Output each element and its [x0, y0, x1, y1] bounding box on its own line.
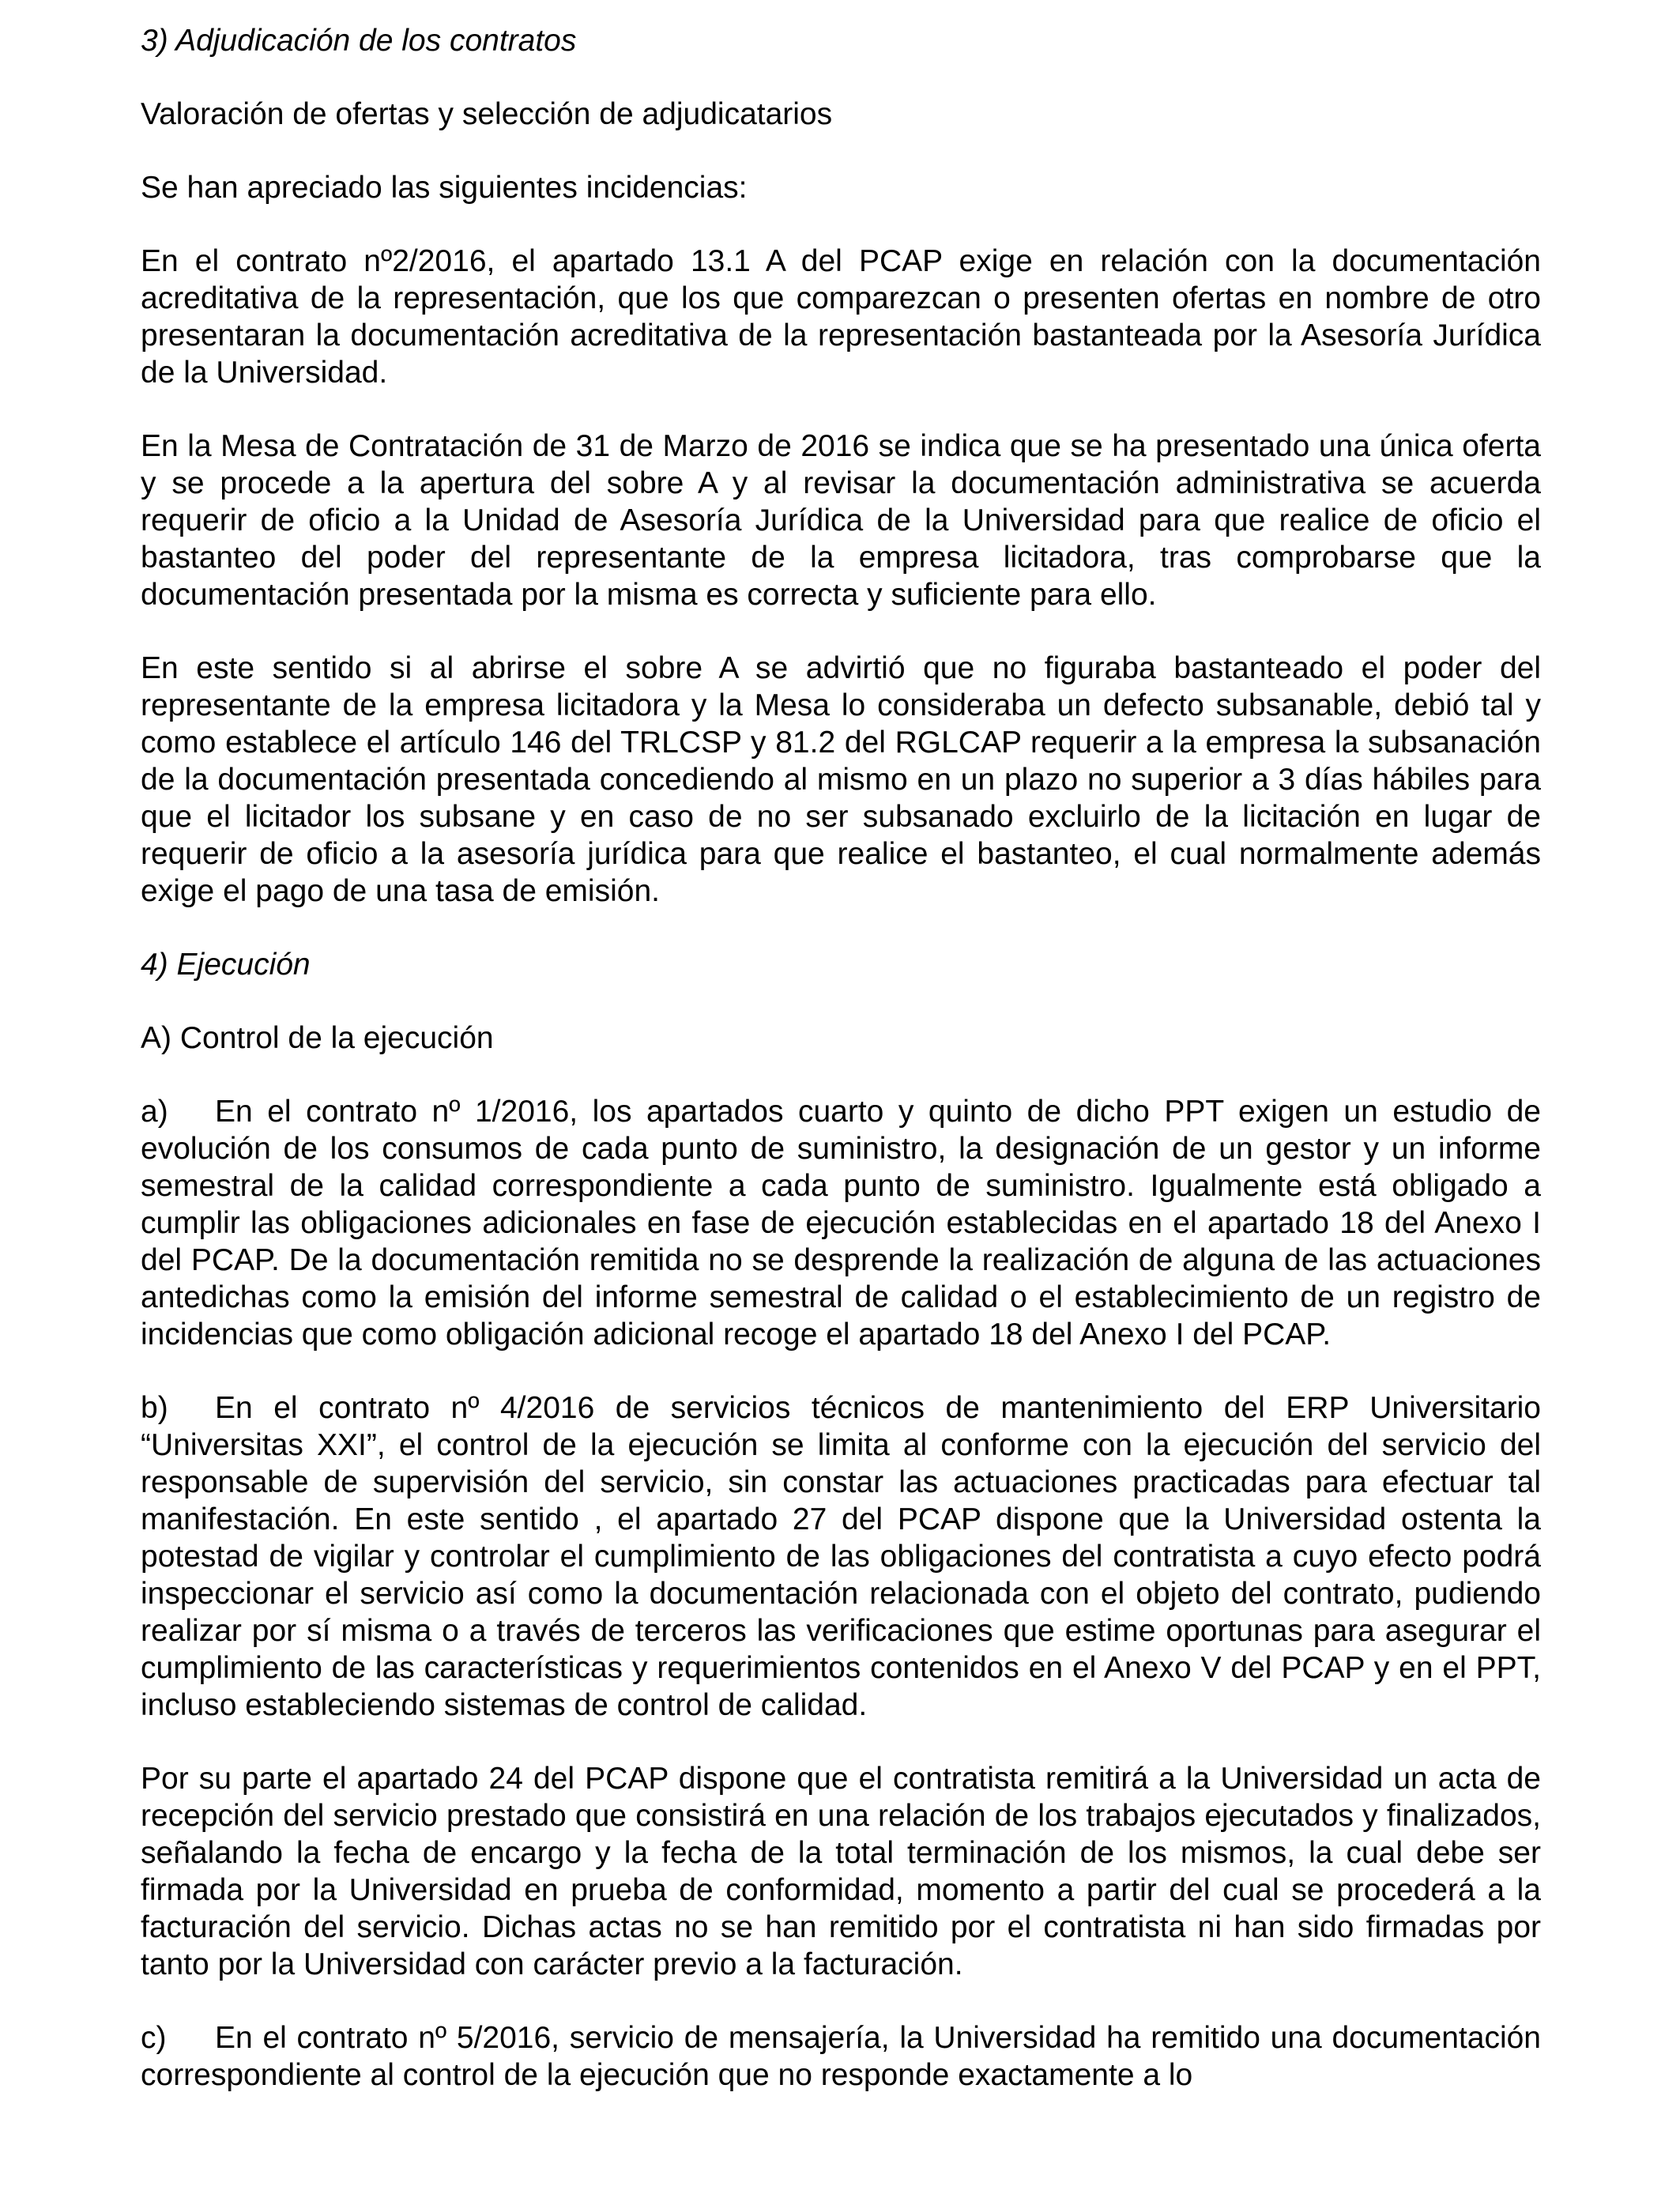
paragraph-contrato-2-2016: En el contrato nº2/2016, el apartado 13.1 A del PCAP exige en relación con la documentación acreditativa de la representación, que los que comparezcan o presenten ofertas en nombre de otro presentaran la documentación acreditativa de la representación bastanteada por la Asesoría Jurídica de la Universidad.: [141, 244, 1541, 390]
list-item-c-marker: c): [141, 2021, 167, 2055]
document-body: [141, 22, 1541, 2094]
section-3-heading: 3) Adjudicación de los contratos: [141, 24, 577, 58]
section-3-intro: Se han apreciado las siguientes incidencias:: [141, 171, 748, 205]
list-item-a: [141, 1093, 1541, 1353]
list-item-c: [141, 2019, 1541, 2094]
paragraph-acta-recepcion: Por su parte el apartado 24 del PCAP dispone que el contratista remitirá a la Universidad un acta de recepción del servicio prestado que consistirá en una relación de los trabajos ejecutados y finalizados, señalando la fecha de encargo y la fecha de la total terminación de los mismos, la cual debe ser firmada por la Universidad en prueba de conformidad, momento a partir del cual se procederá a la facturación del servicio. Dichas actas no se han remitido por el contratista ni han sido firmadas por tanto por la Universidad con carácter previo a la facturación.: [141, 1762, 1541, 1981]
paragraph-mesa-contratacion: En la Mesa de Contratación de 31 de Marzo de 2016 se indica que se ha presentado una única oferta y se procede a la apertura del sobre A y al revisar la documentación administrativa se acuerda requerir de oficio a la Unidad de Asesoría Jurídica de la Universidad para que realice de oficio el bastanteo del poder del representante de la empresa licitadora, tras comprobarse que la documentación presentada por la misma es correcta y suficiente para ello.: [141, 429, 1541, 612]
section-3-subheading: Valoración de ofertas y selección de adjudicatarios: [141, 97, 833, 131]
section-4-heading: 4) Ejecución: [141, 948, 311, 982]
list-item-b-text: En el contrato nº 4/2016 de servicios técnicos de mantenimiento del ERP Universitario “Universitas XXI”, el control de la ejecución se limita al conforme con la ejecución del servicio del responsable de supervisión del servicio, sin constar las actuaciones practicadas para efectuar tal manifestación. En este sentido , el apartado 27 del PCAP dispone que la Universidad ostenta la potestad de vigilar y controlar el cumplimiento de las obligaciones del contratista a cuyo efecto podrá inspeccionar el servicio así como la documentación relacionada con el objeto del contrato, pudiendo realizar por sí misma o a través de terceros las verificaciones que estime oportunas para asegurar el cumplimiento de las características y requerimientos contenidos en el Anexo V del PCAP y en el PPT, incluso estableciendo sistemas de control de calidad.: [141, 1391, 1541, 1722]
list-item-a-text: En el contrato nº 1/2016, los apartados cuarto y quinto de dicho PPT exigen un estudio de evolución de los consumos de cada punto de suministro, la designación de un gestor y un informe semestral de la calidad correspondiente a cada punto de suministro. Igualmente está obligado a cumplir las obligaciones adicionales en fase de ejecución establecidas en el apartado 18 del Anexo I del PCAP. De la documentación remitida no se desprende la realización de alguna de las actuaciones antedichas como la emisión del informe semestral de calidad o el establecimiento de un registro de incidencias que como obligación adicional recoge el apartado 18 del Anexo I del PCAP.: [141, 1095, 1541, 1351]
section-4-subheading: A) Control de la ejecución: [141, 1021, 494, 1055]
list-item-b-marker: b): [141, 1391, 168, 1425]
paragraph-subsanacion: En este sentido si al abrirse el sobre A se advirtió que no figuraba bastanteado el poder del representante de la empresa licitadora y la Mesa lo consideraba un defecto subsanable, debió tal y como establece el artículo 146 del TRLCSP y 81.2 del RGLCAP requerir a la empresa la subsanación de la documentación presentada concediendo al mismo en un plazo no superior a 3 días hábiles para que el licitador los subsane y en caso de no ser subsanado excluirlo de la licitación en lugar de requerir de oficio a la asesoría jurídica para que realice el bastanteo, el cual normalmente además exige el pago de una tasa de emisión.: [141, 651, 1541, 908]
list-item-c-text: En el contrato nº 5/2016, servicio de mensajería, la Universidad ha remitido una documentación correspondiente al control de la ejecución que no responde exactamente a lo: [141, 2021, 1541, 2092]
list-item-a-marker: a): [141, 1095, 168, 1129]
list-item-b: [141, 1389, 1541, 1724]
